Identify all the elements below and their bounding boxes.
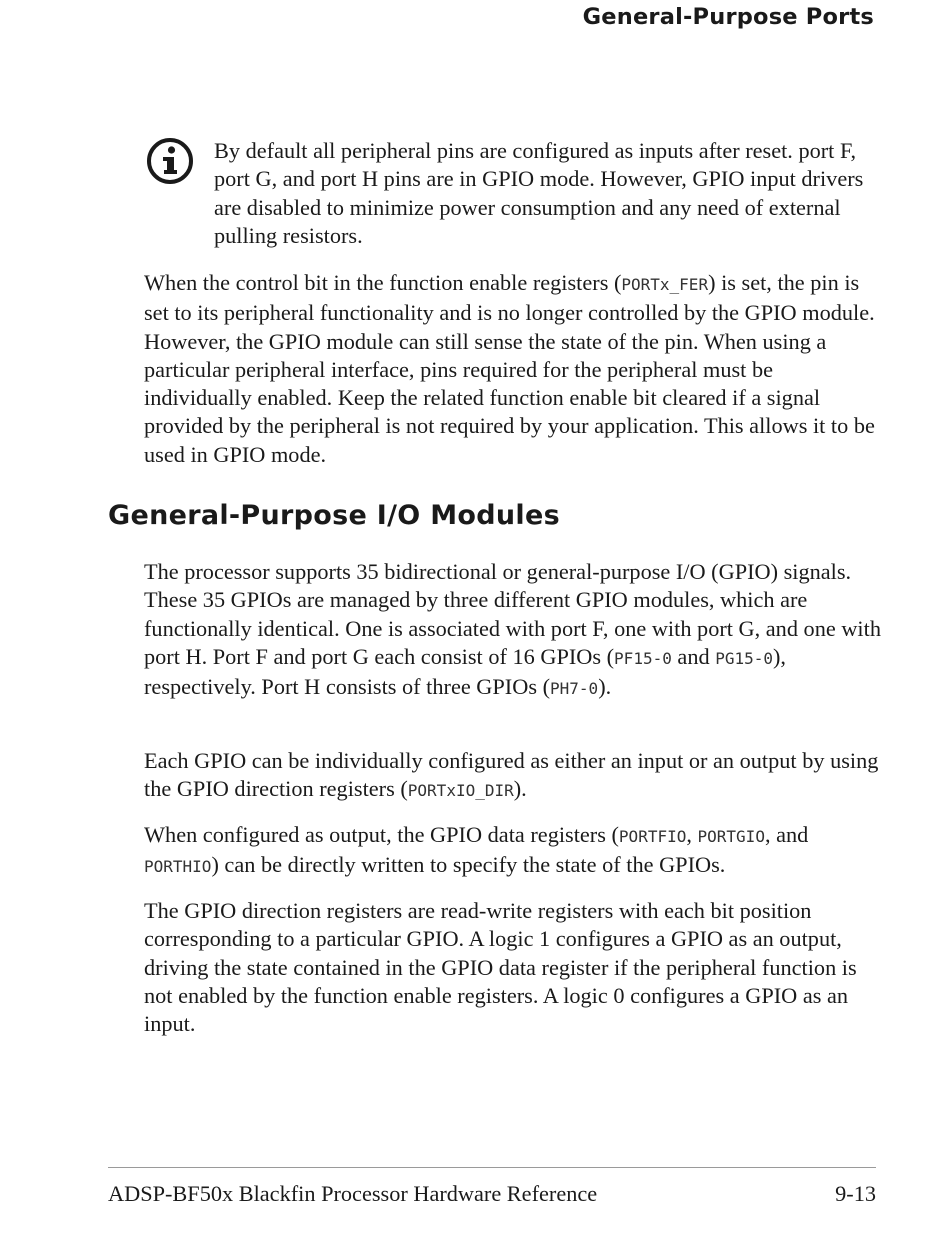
footer-rule [108,1167,876,1168]
paragraph-function-enable [144,269,884,469]
text: ) can be directly written to specify the state of the GPIOs. [211,852,726,878]
info-icon [146,137,194,185]
running-header: General-Purpose Ports [582,4,874,30]
paragraph-data-registers [144,821,884,882]
footer-title: ADSP-BF50x Blackfin Processor Hardware Reference [108,1181,598,1206]
paragraph-direction-registers: The GPIO direction registers are read-write registers with each bit position corresponding to a particular GPIO. A logic 1 configures a GPIO as an output, driving the state contained in the GPIO data register if the peripheral function is not enabled by the function enable registers. A logic 0 configures a GPIO as an input. [144,898,857,1037]
register-name: PORTGIO [697,827,765,846]
register-name: PORTFIO [618,827,687,846]
register-name: PORTx_FER [621,275,709,294]
text: The processor supports 35 bidirectional or general-purpose I/O (GPIO) signals. These 35 GPIOs are managed by three different GPIO modules, which are functionally identical. One is associated with port F, one with port G, and one with port H. Port F and port G each consist of 16 GPIOs ( [144,559,881,669]
text: , and [764,822,809,847]
text: When the control bit in the function enable registers ( [144,270,622,295]
paragraph-direction [144,747,884,806]
text: ), respectively. Port H consists of three GPIOs ( [144,643,786,700]
register-name: PORTxIO_DIR [407,781,514,801]
text: ). [598,674,612,700]
text: Each GPIO can be individually configured as either an input or an output by using the GPIO direction registers ( [144,748,879,802]
register-name: PORTHIO [144,857,212,877]
page-number: 9-13 [835,1181,876,1206]
paragraph-gpio-overview [144,558,884,703]
section-heading: General-Purpose I/O Modules [108,500,560,531]
note-text: By default all peripheral pins are configured as inputs after reset. port F, port G, and port H pins are in GPIO mode. However, GPIO input drivers are disabled to minimize power consumption and any need of external pulling resistors. [214,138,864,248]
signal-name: PH7-0 [550,679,599,699]
text: , [686,822,698,847]
text: ). [513,776,527,802]
signal-name: PF15-0 [614,648,672,668]
text: and [671,643,716,669]
text: When configured as output, the GPIO data registers ( [144,822,619,847]
text: ) is set, the pin is set to its peripheral functionality and is no longer controlled by the GPIO module. However, the GPIO module can still sense the state of the pin. When using a particular peripheral interface, pins required for the peripheral must be individually enabled. Keep the related function enable bit cleared if a signal provided by the peripheral is not required by your application. This allows it to be used in GPIO mode. [144,270,875,467]
signal-name: PG15-0 [715,648,773,668]
